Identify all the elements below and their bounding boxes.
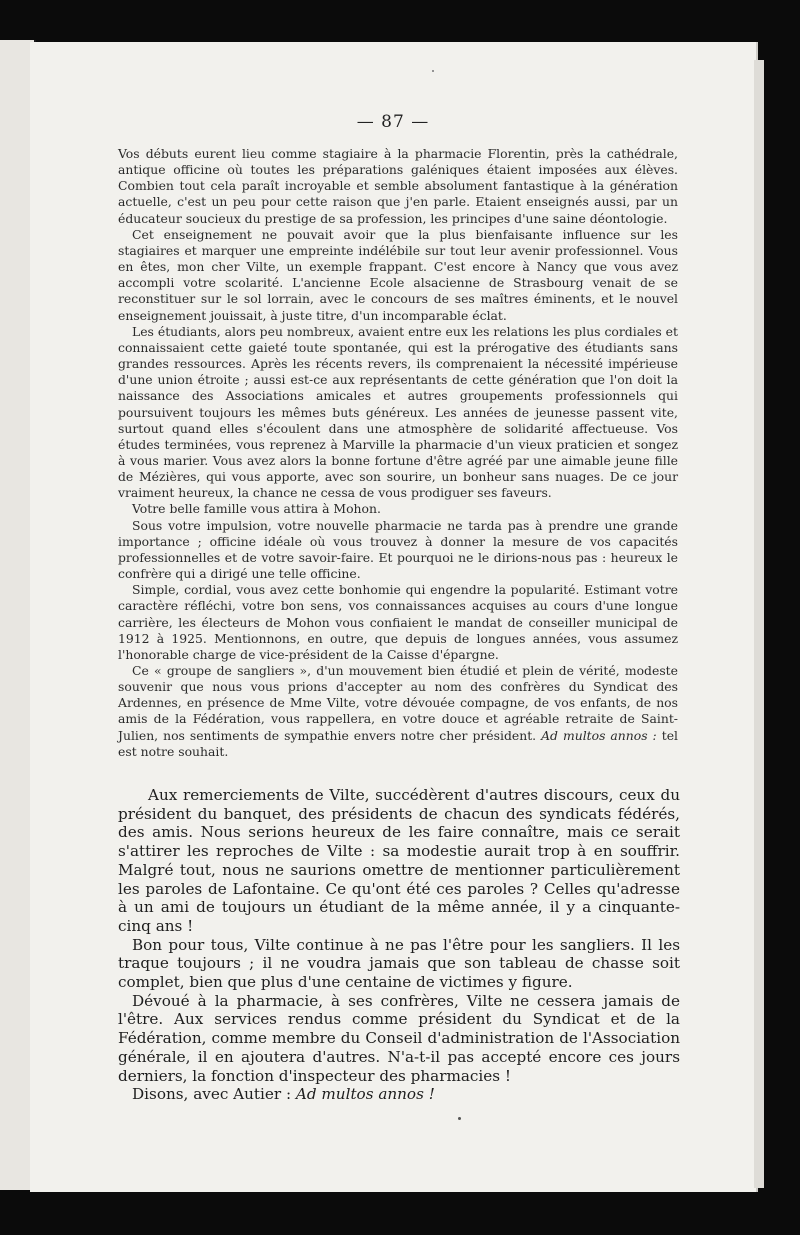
paragraph: Bon pour tous, Vilte continue à ne pas l'être pour les sangliers. Il les traque toujours ; il ne voudra jamais que son tableau de chasse soit complet, bien que plus d'une centaine de victimes y figure. xyxy=(118,935,680,992)
paragraph: Cet enseignement ne pouvait avoir que la plus bienfaisante influence sur les stagiaires et marquer une empreinte indélébile sur tout leur avenir professionnel. Vous en êtes, mon cher Vilte, un exemple frappant. C'est encore à Nancy que vous avez accompli votre scolarité. L'ancienne Ecole alsacienne de Strasbourg venait de se reconstituer sur le sol lorrain, avec le concours de ses maîtres éminents, et le nouvel enseignement jouissait, à juste titre, d'un incomparable éclat. xyxy=(118,226,678,323)
ink-speck xyxy=(458,1117,461,1120)
narrative-text xyxy=(118,786,680,1104)
ink-speck xyxy=(432,70,434,72)
page-number: — 87 — xyxy=(356,112,430,132)
paragraph: Aux remerciements de Vilte, succédèrent d'autres discours, ceux du président du banquet, des présidents de chacun des syndicats fédérés, des amis. Nous serions heureux de les faire connaître, mais ce serait s'attirer les reproches de Vilte : sa modestie aurait trop à en souffrir. Malgré tout, nous ne saurions omettre de mentionner particulièrement les paroles de Lafontaine. Ce qu'ont été ces paroles ? Celles qu'adresse à un ami de toujours un étudiant de la même année, il y a cinquante-cinq ans ! xyxy=(118,786,680,935)
paragraph-last xyxy=(118,663,678,760)
paragraph-tail: tel est notre souhait. xyxy=(118,727,679,759)
paragraph: Dévoué à la pharmacie, à ses confrères, Vilte ne cessera jamais de l'être. Aux services rendus comme président du Syndicat et de la Fédération, comme membre du Conseil d'administration de l'Association générale, il en ajoutera d'autres. N'a-t-il pas accepté encore ces jours derniers, la fonction d'inspecteur des pharmacies ! xyxy=(118,991,680,1085)
paragraph-body: Ce « groupe de sangliers », d'un mouvement bien étudié et plein de vérité, modeste souvenir que nous vous prions d'accepter au nom des confrères du Syndicat des Ardennes, en présence de Mme Vilte, votre dévouée compagne, de vos enfants, de nos amis de la Fédération, vous rappellera, en votre douce et agréable retraite de Saint-Julien, nos sentiments de sympathie envers notre cher président. xyxy=(118,663,678,743)
paragraph: Votre belle famille vous attira à Mohon. xyxy=(132,501,381,517)
closing-line xyxy=(118,1085,680,1104)
paragraph: Les étudiants, alors peu nombreux, avaient entre eux les relations les plus cordiales et connaissaient cette gaieté toute spontanée, qui est la prérogative des étudiants sans grandes ressources. Après les récents revers, ils comprenaient la nécessité impérieuse d'une union étroite ; aussi est-ce aux représentants de cette génération que l'on doit la naissance des Associations amicales et autres groupements professionnels qui poursuivent toujours les mêmes buts généreux. Les années de jeunesse passent vite, surtout quand elles s'écoulent dans une atmosphère de solidarité affectueuse. Vos études terminées, vous reprenez à Marville la pharmacie d'un vieux praticien et songez à vous marier. Vous avez alors la bonne fortune d'être agréé par une aimable jeune fille de Mézières, qui vous apporte, avec son sourire, un bonheur sans nuages. De ce jour vraiment heureux, la chance ne cessa de vous prodiguer ses faveurs. xyxy=(118,323,678,501)
speech-text xyxy=(118,146,678,760)
paragraph: Vos débuts eurent lieu comme stagiaire à la pharmacie Florentin, près la cathédrale, antique officine où toutes les préparations galéniques étaient imposées aux élèves. Combien tout cela paraît incroyable et semble absolument fantastique à la génération actuelle, c'est un peu pour cette raison que j'en parle. Etaient enseignés aussi, par un éducateur soucieux du prestige de sa profession, les principes d'une saine déontologie. xyxy=(118,146,678,226)
document-page xyxy=(30,42,756,1192)
paragraph: Simple, cordial, vous avez cette bonhomie qui engendre la popularité. Estimant votre caractère réfléchi, votre bon sens, vos connaissances acquises au cours d'une longue carrière, les électeurs de Mohon vous confiaient le mandat de conseiller municipal de 1912 à 1925. Mentionnons, en outre, que depuis de longues années, vous assumez l'honorable charge de vice-président de la Caisse d'épargne. xyxy=(118,582,678,662)
italic-phrase: Ad multos annos : xyxy=(541,727,657,743)
closing-italic: Ad multos annos ! xyxy=(295,1085,435,1104)
paragraph: Sous votre impulsion, votre nouvelle pharmacie ne tarda pas à prendre une grande importance ; officine idéale où vous trouvez à donner la mesure de vos capacités professionnelles et de votre savoir-faire. Et pourquoi ne le dirions-nous pas : heureux le confrère qui a dirigé une telle officine. xyxy=(118,517,678,582)
page-stack-edge xyxy=(754,60,764,1188)
closing-prefix: Disons, avec Autier : xyxy=(132,1085,292,1104)
